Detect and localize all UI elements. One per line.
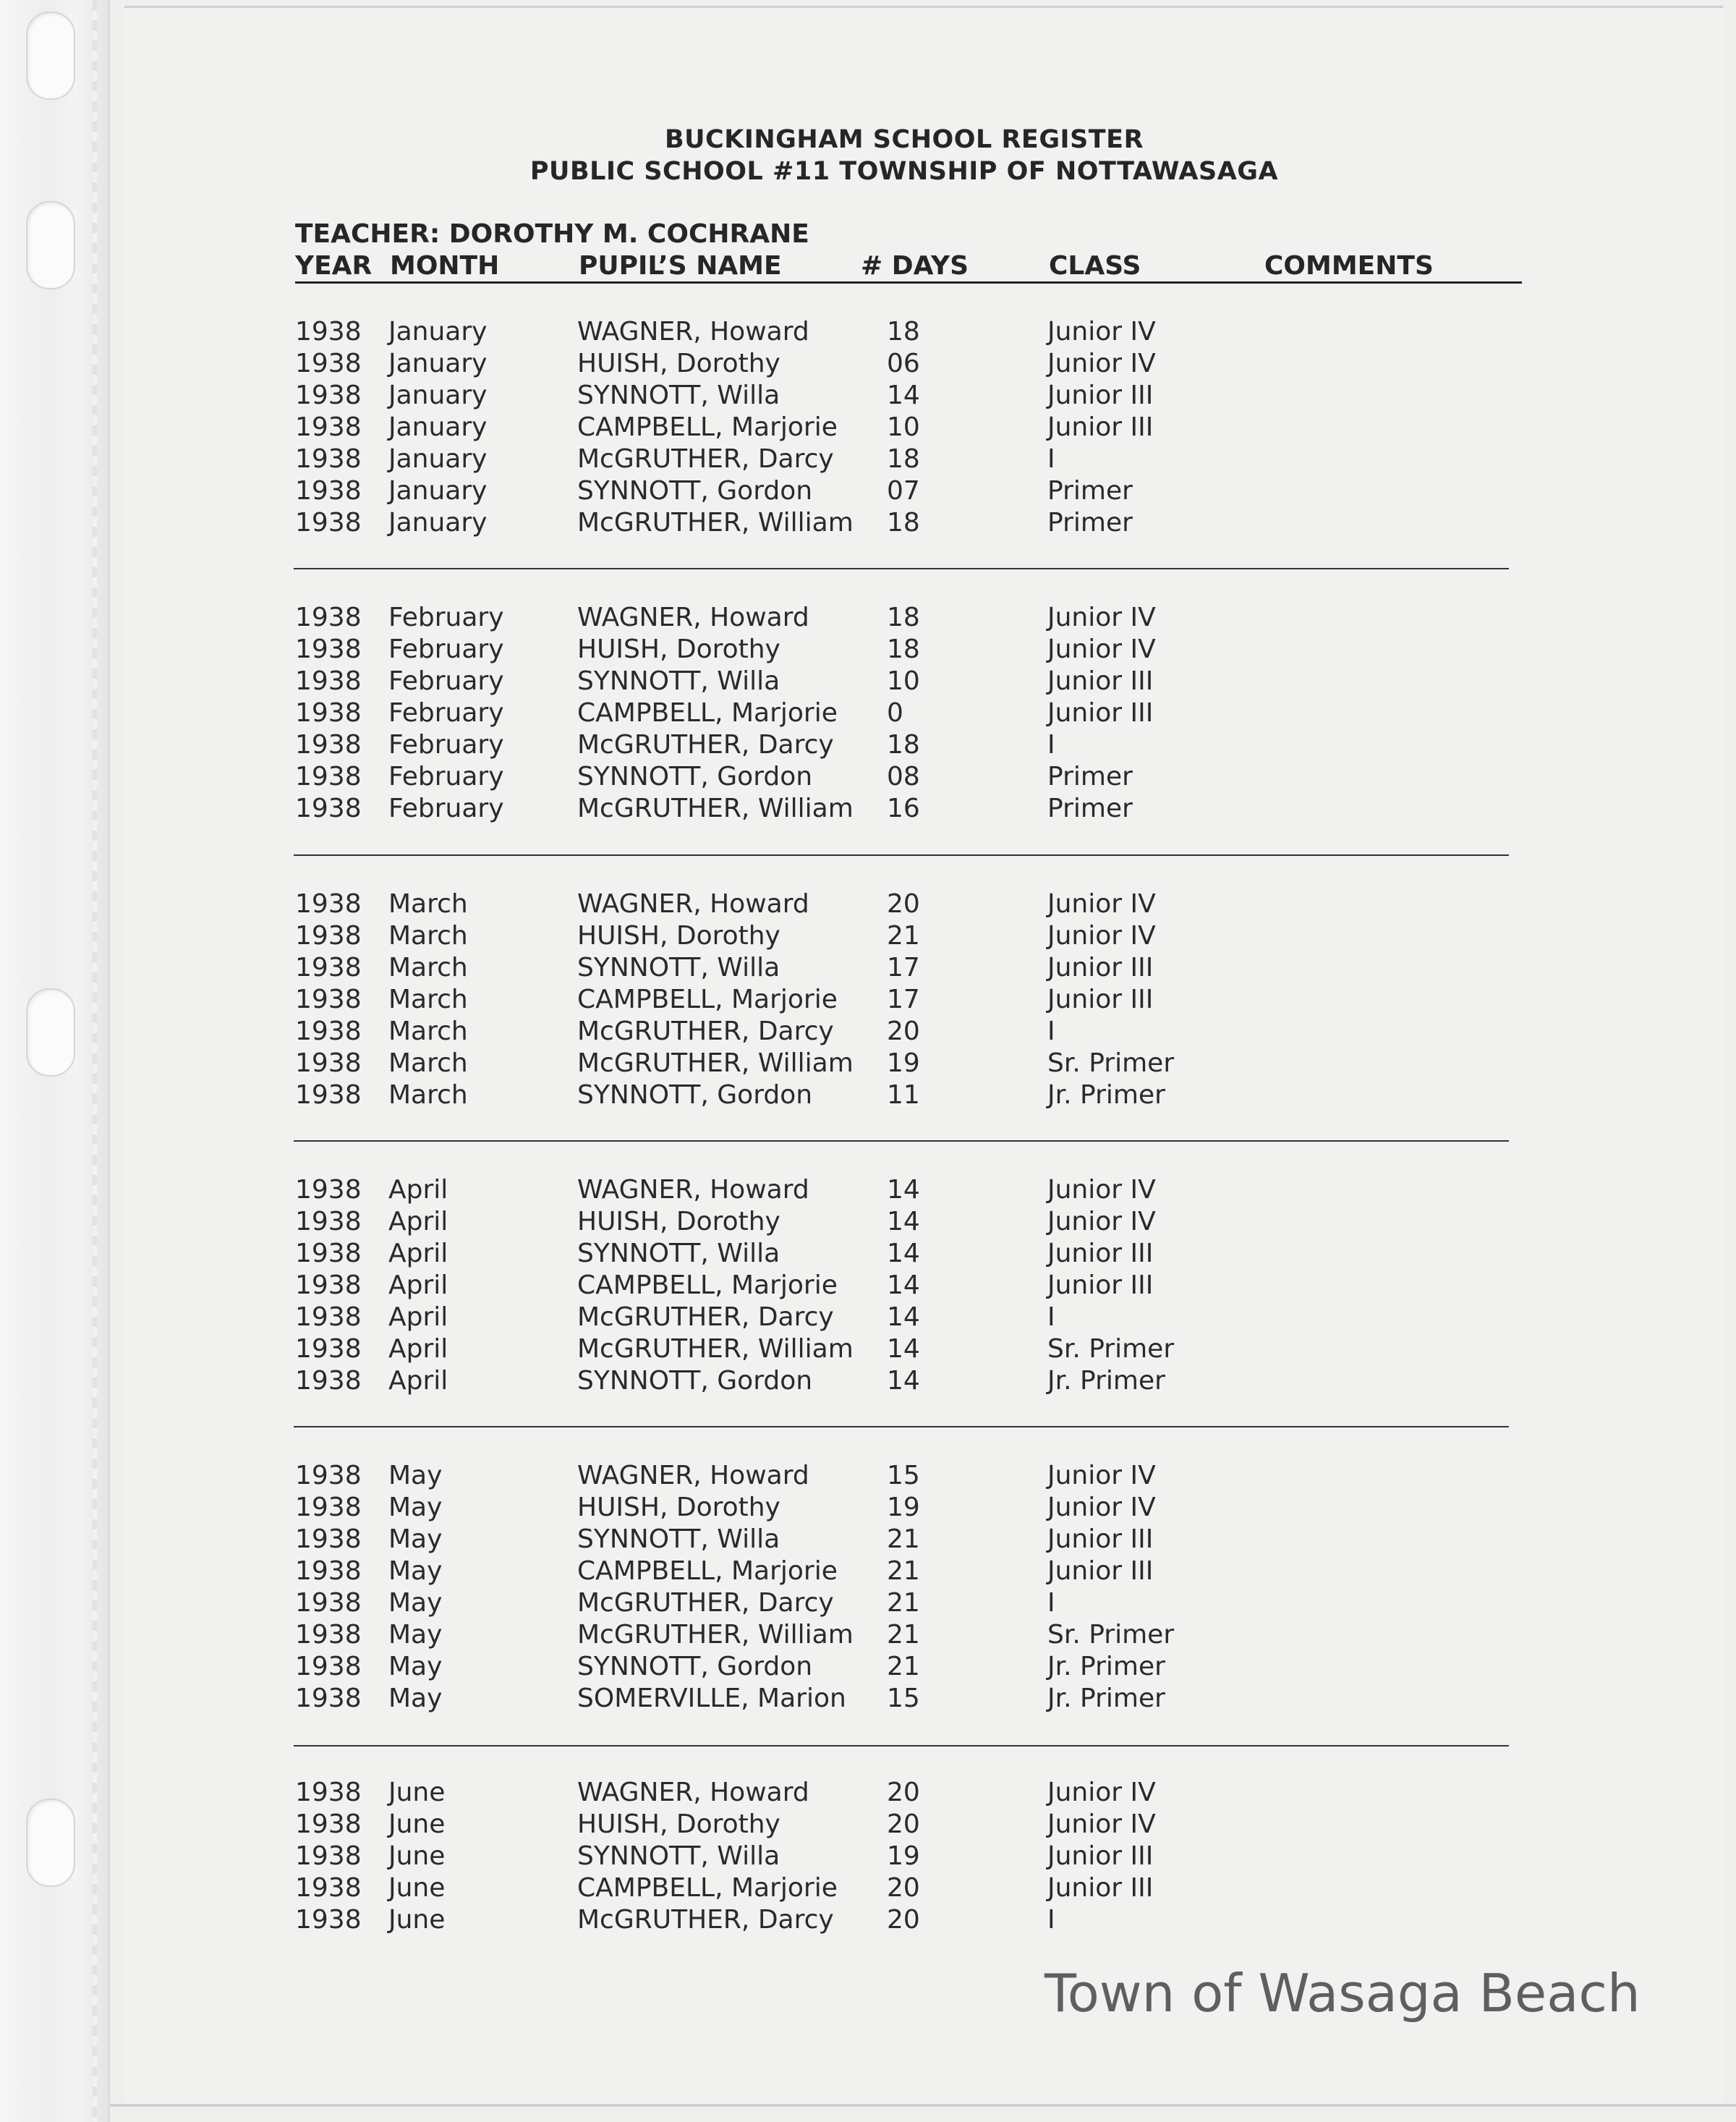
cell-pupil-name: WAGNER, Howard (577, 317, 809, 347)
cell-year: 1938 (295, 1239, 362, 1268)
cell-month: April (388, 1366, 448, 1396)
cell-year: 1938 (295, 1809, 362, 1839)
month-separator-line (294, 854, 1509, 856)
cell-days: 18 (887, 317, 920, 347)
cell-year: 1938 (295, 1588, 362, 1618)
cell-month: June (388, 1841, 446, 1871)
cell-days: 07 (887, 476, 920, 506)
cell-days: 21 (887, 1524, 920, 1554)
register-title: BUCKINGHAM SCHOOL REGISTER (664, 125, 1144, 154)
cell-days: 08 (887, 762, 920, 791)
cell-class: Junior III (1047, 1270, 1154, 1300)
cell-class: Primer (1047, 476, 1133, 506)
punch-hole-icon (26, 1799, 75, 1887)
cell-year: 1938 (295, 1048, 362, 1078)
cell-days: 10 (887, 412, 920, 442)
cell-year: 1938 (295, 1302, 362, 1332)
cell-month: May (388, 1493, 443, 1522)
cell-month: January (388, 412, 488, 442)
cell-days: 14 (887, 1175, 920, 1205)
cell-class: Junior III (1047, 1524, 1154, 1554)
cell-month: April (388, 1175, 448, 1205)
cell-year: 1938 (295, 349, 362, 378)
cell-class: Primer (1047, 762, 1133, 791)
cell-year: 1938 (295, 1493, 362, 1522)
cell-pupil-name: SYNNOTT, Willa (577, 1239, 780, 1268)
cell-month: February (388, 698, 504, 728)
cell-month: February (388, 794, 504, 823)
cell-month: March (388, 1048, 468, 1078)
cell-pupil-name: HUISH, Dorothy (577, 349, 780, 378)
cell-class: Primer (1047, 508, 1133, 538)
cell-pupil-name: HUISH, Dorothy (577, 1809, 780, 1839)
cell-class: Junior III (1047, 666, 1154, 696)
month-separator-line (294, 568, 1509, 569)
cell-class: Junior IV (1047, 1175, 1156, 1205)
cell-days: 20 (887, 1905, 920, 1935)
cell-days: 14 (887, 1302, 920, 1332)
cell-pupil-name: WAGNER, Howard (577, 1175, 809, 1205)
column-header-comments: COMMENTS (1264, 251, 1434, 281)
cell-class: Junior III (1047, 985, 1154, 1014)
column-header-month: MONTH (390, 251, 500, 281)
cell-pupil-name: CAMPBELL, Marjorie (577, 1873, 838, 1903)
cell-days: 19 (887, 1493, 920, 1522)
cell-days: 18 (887, 635, 920, 664)
cell-class: I (1047, 730, 1055, 760)
cell-days: 18 (887, 603, 920, 632)
cell-class: Junior IV (1047, 1207, 1156, 1236)
cell-month: May (388, 1556, 443, 1586)
cell-year: 1938 (295, 1556, 362, 1586)
cell-class: Junior IV (1047, 635, 1156, 664)
cell-year: 1938 (295, 1620, 362, 1650)
cell-month: June (388, 1778, 446, 1807)
cell-year: 1938 (295, 953, 362, 983)
cell-pupil-name: CAMPBELL, Marjorie (577, 1270, 838, 1300)
cell-pupil-name: McGRUTHER, William (577, 508, 854, 538)
cell-class: I (1047, 1905, 1055, 1935)
cell-year: 1938 (295, 476, 362, 506)
cell-year: 1938 (295, 985, 362, 1014)
cell-year: 1938 (295, 1652, 362, 1681)
cell-pupil-name: McGRUTHER, William (577, 1048, 854, 1078)
cell-year: 1938 (295, 1461, 362, 1490)
cell-month: April (388, 1239, 448, 1268)
cell-month: January (388, 349, 488, 378)
cell-year: 1938 (295, 635, 362, 664)
cell-month: March (388, 1080, 468, 1110)
cell-pupil-name: McGRUTHER, William (577, 794, 854, 823)
cell-class: Sr. Primer (1047, 1048, 1175, 1078)
cell-class: Junior IV (1047, 921, 1156, 951)
cell-pupil-name: SYNNOTT, Gordon (577, 762, 813, 791)
cell-class: I (1047, 1302, 1055, 1332)
watermark: Town of Wasaga Beach (1044, 1963, 1641, 2024)
cell-class: Sr. Primer (1047, 1620, 1175, 1650)
cell-month: June (388, 1809, 446, 1839)
cell-class: Jr. Primer (1047, 1080, 1165, 1110)
cell-pupil-name: WAGNER, Howard (577, 1461, 809, 1490)
cell-year: 1938 (295, 317, 362, 347)
cell-year: 1938 (295, 1841, 362, 1871)
cell-month: March (388, 1017, 468, 1046)
cell-days: 16 (887, 794, 920, 823)
cell-days: 20 (887, 1873, 920, 1903)
cell-year: 1938 (295, 762, 362, 791)
cell-year: 1938 (295, 412, 362, 442)
cell-class: Junior III (1047, 381, 1154, 410)
cell-class: Junior III (1047, 412, 1154, 442)
cell-year: 1938 (295, 508, 362, 538)
cell-month: April (388, 1270, 448, 1300)
cell-pupil-name: SOMERVILLE, Marion (577, 1684, 846, 1713)
cell-pupil-name: SYNNOTT, Gordon (577, 476, 813, 506)
punch-hole-icon (26, 988, 75, 1077)
cell-year: 1938 (295, 1017, 362, 1046)
cell-year: 1938 (295, 1334, 362, 1364)
cell-year: 1938 (295, 921, 362, 951)
cell-pupil-name: SYNNOTT, Willa (577, 1524, 780, 1554)
cell-class: Junior III (1047, 1556, 1154, 1586)
cell-class: Junior III (1047, 698, 1154, 728)
cell-days: 14 (887, 1207, 920, 1236)
sleeve-seam (93, 0, 97, 2122)
cell-class: Sr. Primer (1047, 1334, 1175, 1364)
cell-month: May (388, 1588, 443, 1618)
cell-class: Primer (1047, 794, 1133, 823)
page-bottom-edge (109, 2104, 1736, 2107)
column-header-days: # DAYS (861, 251, 969, 281)
cell-pupil-name: McGRUTHER, Darcy (577, 1905, 834, 1935)
cell-pupil-name: McGRUTHER, Darcy (577, 444, 834, 474)
cell-days: 06 (887, 349, 920, 378)
paper-sheet (124, 6, 1723, 2108)
cell-year: 1938 (295, 1207, 362, 1236)
cell-pupil-name: SYNNOTT, Gordon (577, 1366, 813, 1396)
cell-year: 1938 (295, 889, 362, 919)
cell-pupil-name: HUISH, Dorothy (577, 1493, 780, 1522)
cell-days: 14 (887, 381, 920, 410)
cell-year: 1938 (295, 666, 362, 696)
cell-pupil-name: McGRUTHER, Darcy (577, 1588, 834, 1618)
cell-days: 18 (887, 730, 920, 760)
cell-month: May (388, 1652, 443, 1681)
cell-pupil-name: WAGNER, Howard (577, 1778, 809, 1807)
cell-days: 20 (887, 1778, 920, 1807)
cell-month: May (388, 1684, 443, 1713)
cell-class: Junior III (1047, 953, 1154, 983)
cell-class: I (1047, 1017, 1055, 1046)
cell-days: 14 (887, 1270, 920, 1300)
cell-days: 19 (887, 1048, 920, 1078)
cell-days: 18 (887, 444, 920, 474)
punch-hole-icon (26, 201, 75, 289)
cell-pupil-name: McGRUTHER, Darcy (577, 730, 834, 760)
cell-class: I (1047, 444, 1055, 474)
binder-sleeve (0, 0, 110, 2122)
cell-days: 21 (887, 1556, 920, 1586)
cell-pupil-name: SYNNOTT, Willa (577, 1841, 780, 1871)
cell-year: 1938 (295, 1524, 362, 1554)
cell-class: Junior IV (1047, 349, 1156, 378)
cell-month: March (388, 953, 468, 983)
cell-month: March (388, 889, 468, 919)
cell-year: 1938 (295, 1905, 362, 1935)
cell-class: I (1047, 1588, 1055, 1618)
cell-days: 19 (887, 1841, 920, 1871)
cell-class: Junior IV (1047, 1493, 1156, 1522)
cell-pupil-name: McGRUTHER, William (577, 1620, 854, 1650)
column-header-name: PUPIL’S NAME (579, 251, 782, 281)
punch-hole-icon (26, 12, 75, 100)
cell-year: 1938 (295, 794, 362, 823)
page-top-edge (124, 6, 1723, 8)
cell-month: March (388, 921, 468, 951)
cell-days: 10 (887, 666, 920, 696)
cell-month: March (388, 985, 468, 1014)
cell-days: 0 (887, 698, 903, 728)
cell-pupil-name: CAMPBELL, Marjorie (577, 1556, 838, 1586)
cell-year: 1938 (295, 1366, 362, 1396)
cell-pupil-name: SYNNOTT, Willa (577, 666, 780, 696)
cell-year: 1938 (295, 444, 362, 474)
cell-pupil-name: SYNNOTT, Willa (577, 953, 780, 983)
cell-class: Junior IV (1047, 603, 1156, 632)
cell-days: 20 (887, 1017, 920, 1046)
cell-class: Junior IV (1047, 317, 1156, 347)
cell-class: Junior IV (1047, 1461, 1156, 1490)
cell-month: January (388, 508, 488, 538)
cell-class: Junior IV (1047, 1809, 1156, 1839)
cell-month: February (388, 603, 504, 632)
cell-days: 21 (887, 1620, 920, 1650)
cell-pupil-name: McGRUTHER, Darcy (577, 1017, 834, 1046)
cell-month: January (388, 476, 488, 506)
cell-class: Junior III (1047, 1841, 1154, 1871)
cell-days: 14 (887, 1334, 920, 1364)
cell-month: April (388, 1302, 448, 1332)
cell-year: 1938 (295, 1684, 362, 1713)
cell-month: February (388, 666, 504, 696)
cell-year: 1938 (295, 1080, 362, 1110)
cell-days: 17 (887, 985, 920, 1014)
cell-pupil-name: CAMPBELL, Marjorie (577, 412, 838, 442)
cell-class: Junior III (1047, 1873, 1154, 1903)
cell-pupil-name: CAMPBELL, Marjorie (577, 698, 838, 728)
cell-pupil-name: HUISH, Dorothy (577, 1207, 780, 1236)
cell-month: January (388, 317, 488, 347)
cell-pupil-name: HUISH, Dorothy (577, 921, 780, 951)
cell-pupil-name: WAGNER, Howard (577, 889, 809, 919)
cell-month: April (388, 1334, 448, 1364)
cell-month: May (388, 1620, 443, 1650)
cell-class: Junior III (1047, 1239, 1154, 1268)
cell-days: 14 (887, 1366, 920, 1396)
cell-year: 1938 (295, 1873, 362, 1903)
cell-pupil-name: McGRUTHER, William (577, 1334, 854, 1364)
cell-days: 15 (887, 1684, 920, 1713)
teacher-name: TEACHER: DOROTHY M. COCHRANE (295, 219, 809, 249)
cell-month: February (388, 635, 504, 664)
month-separator-line (294, 1426, 1509, 1427)
cell-days: 21 (887, 921, 920, 951)
cell-days: 14 (887, 1239, 920, 1268)
cell-month: May (388, 1461, 443, 1490)
cell-month: January (388, 381, 488, 410)
cell-year: 1938 (295, 1778, 362, 1807)
cell-pupil-name: WAGNER, Howard (577, 603, 809, 632)
cell-month: April (388, 1207, 448, 1236)
cell-days: 11 (887, 1080, 920, 1110)
cell-month: January (388, 444, 488, 474)
column-header-class: CLASS (1049, 251, 1141, 281)
month-separator-line (294, 1745, 1509, 1747)
cell-days: 21 (887, 1588, 920, 1618)
cell-month: June (388, 1873, 446, 1903)
cell-class: Junior IV (1047, 889, 1156, 919)
cell-year: 1938 (295, 730, 362, 760)
cell-days: 17 (887, 953, 920, 983)
cell-days: 21 (887, 1652, 920, 1681)
cell-month: February (388, 762, 504, 791)
cell-class: Jr. Primer (1047, 1366, 1165, 1396)
cell-class: Jr. Primer (1047, 1652, 1165, 1681)
month-separator-line (294, 1140, 1509, 1142)
cell-days: 18 (887, 508, 920, 538)
cell-pupil-name: HUISH, Dorothy (577, 635, 780, 664)
cell-pupil-name: SYNNOTT, Willa (577, 381, 780, 410)
cell-pupil-name: McGRUTHER, Darcy (577, 1302, 834, 1332)
cell-year: 1938 (295, 381, 362, 410)
cell-pupil-name: SYNNOTT, Gordon (577, 1652, 813, 1681)
cell-days: 20 (887, 889, 920, 919)
cell-class: Junior IV (1047, 1778, 1156, 1807)
cell-pupil-name: CAMPBELL, Marjorie (577, 985, 838, 1014)
cell-days: 20 (887, 1809, 920, 1839)
cell-month: February (388, 730, 504, 760)
register-subtitle: PUBLIC SCHOOL #11 TOWNSHIP OF NOTTAWASAGA (529, 157, 1279, 186)
cell-year: 1938 (295, 603, 362, 632)
cell-pupil-name: SYNNOTT, Gordon (577, 1080, 813, 1110)
cell-year: 1938 (295, 1270, 362, 1300)
cell-month: June (388, 1905, 446, 1935)
cell-month: May (388, 1524, 443, 1554)
cell-days: 15 (887, 1461, 920, 1490)
cell-year: 1938 (295, 698, 362, 728)
column-header-year: YEAR (295, 251, 373, 281)
cell-class: Jr. Primer (1047, 1684, 1165, 1713)
header-underline (295, 281, 1522, 284)
cell-year: 1938 (295, 1175, 362, 1205)
